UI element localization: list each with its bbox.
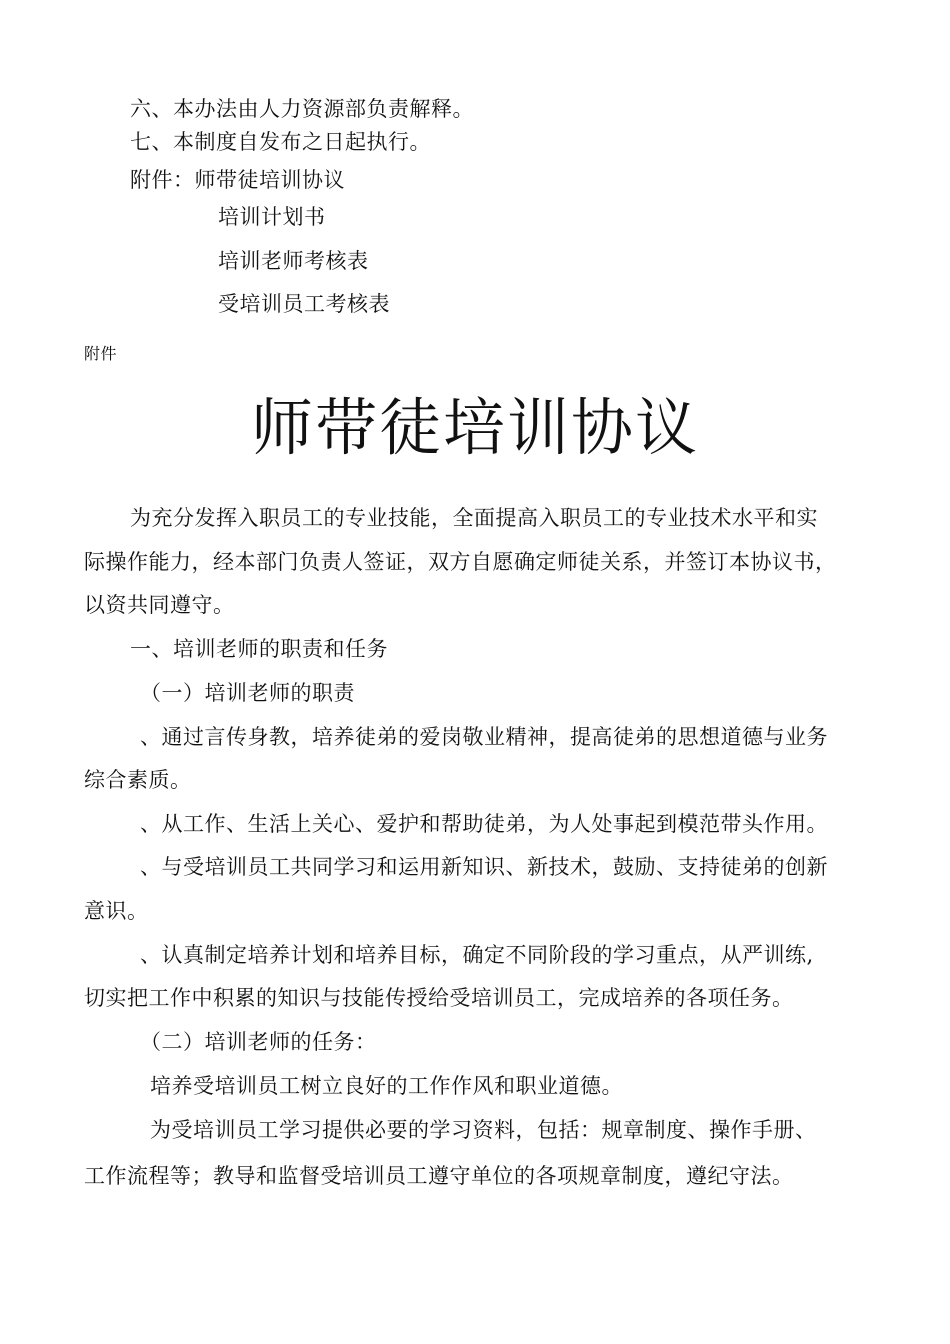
intro-paragraph-line-2: 际操作能力，经本部门负责人签证，双方自愿确定师徒关系，并签订本协议书， [84, 550, 837, 574]
duty-1-line-2: 综合素质。 [84, 768, 192, 792]
clause-seven: 七、本制度自发布之日起执行。 [130, 130, 431, 154]
subsection-heading-tasks: （二）培训老师的任务： [140, 1030, 377, 1054]
section-heading-1: 一、培训老师的职责和任务 [130, 637, 388, 661]
attachment-item-teacher-eval: 培训老师考核表 [218, 249, 369, 273]
duty-3-line-1: 、与受培训员工共同学习和运用新知识、新技术，鼓励、支持徒弟的创新 [140, 855, 828, 879]
duty-4-line-1: 、认真制定培养计划和培养目标，确定不同阶段的学习重点，从严训练, [140, 943, 814, 967]
attachments-label: 附件：师带徒培训协议 [130, 168, 345, 192]
appendix-label: 附件 [84, 344, 118, 363]
attachment-item-trainee-eval: 受培训员工考核表 [218, 292, 390, 316]
duty-2-line-1: 、从工作、生活上关心、爱护和帮助徒弟，为人处事起到模范带头作用。 [140, 812, 828, 836]
subsection-heading-duties: （一）培训老师的职责 [140, 681, 355, 705]
duty-1-line-1: 、通过言传身教，培养徒弟的爱岗敬业精神，提高徒弟的思想道德与业务 [140, 725, 828, 749]
attachment-item-plan: 培训计划书 [218, 205, 326, 229]
duty-3-line-2: 意识。 [84, 899, 149, 923]
intro-paragraph-line-3: 以资共同遵守。 [84, 593, 235, 617]
clause-six: 六、本办法由人力资源部负责解释。 [130, 97, 474, 121]
task-1-line-1: 培养受培训员工树立良好的工作作风和职业道德。 [150, 1074, 623, 1098]
page-title: 师带徒培训协议 [250, 391, 699, 464]
task-2-line-1: 为受培训员工学习提供必要的学习资料，包括：规章制度、操作手册、 [150, 1118, 817, 1142]
task-2-line-2: 工作流程等；教导和监督受培训员工遵守单位的各项规章制度，遵纪守法。 [84, 1164, 794, 1188]
duty-4-line-2: 切实把工作中积累的知识与技能传授给受培训员工，完成培养的各项任务。 [84, 986, 794, 1010]
intro-paragraph-line-1: 为充分发挥入职员工的专业技能，全面提高入职员工的专业技术水平和实 [130, 506, 818, 530]
